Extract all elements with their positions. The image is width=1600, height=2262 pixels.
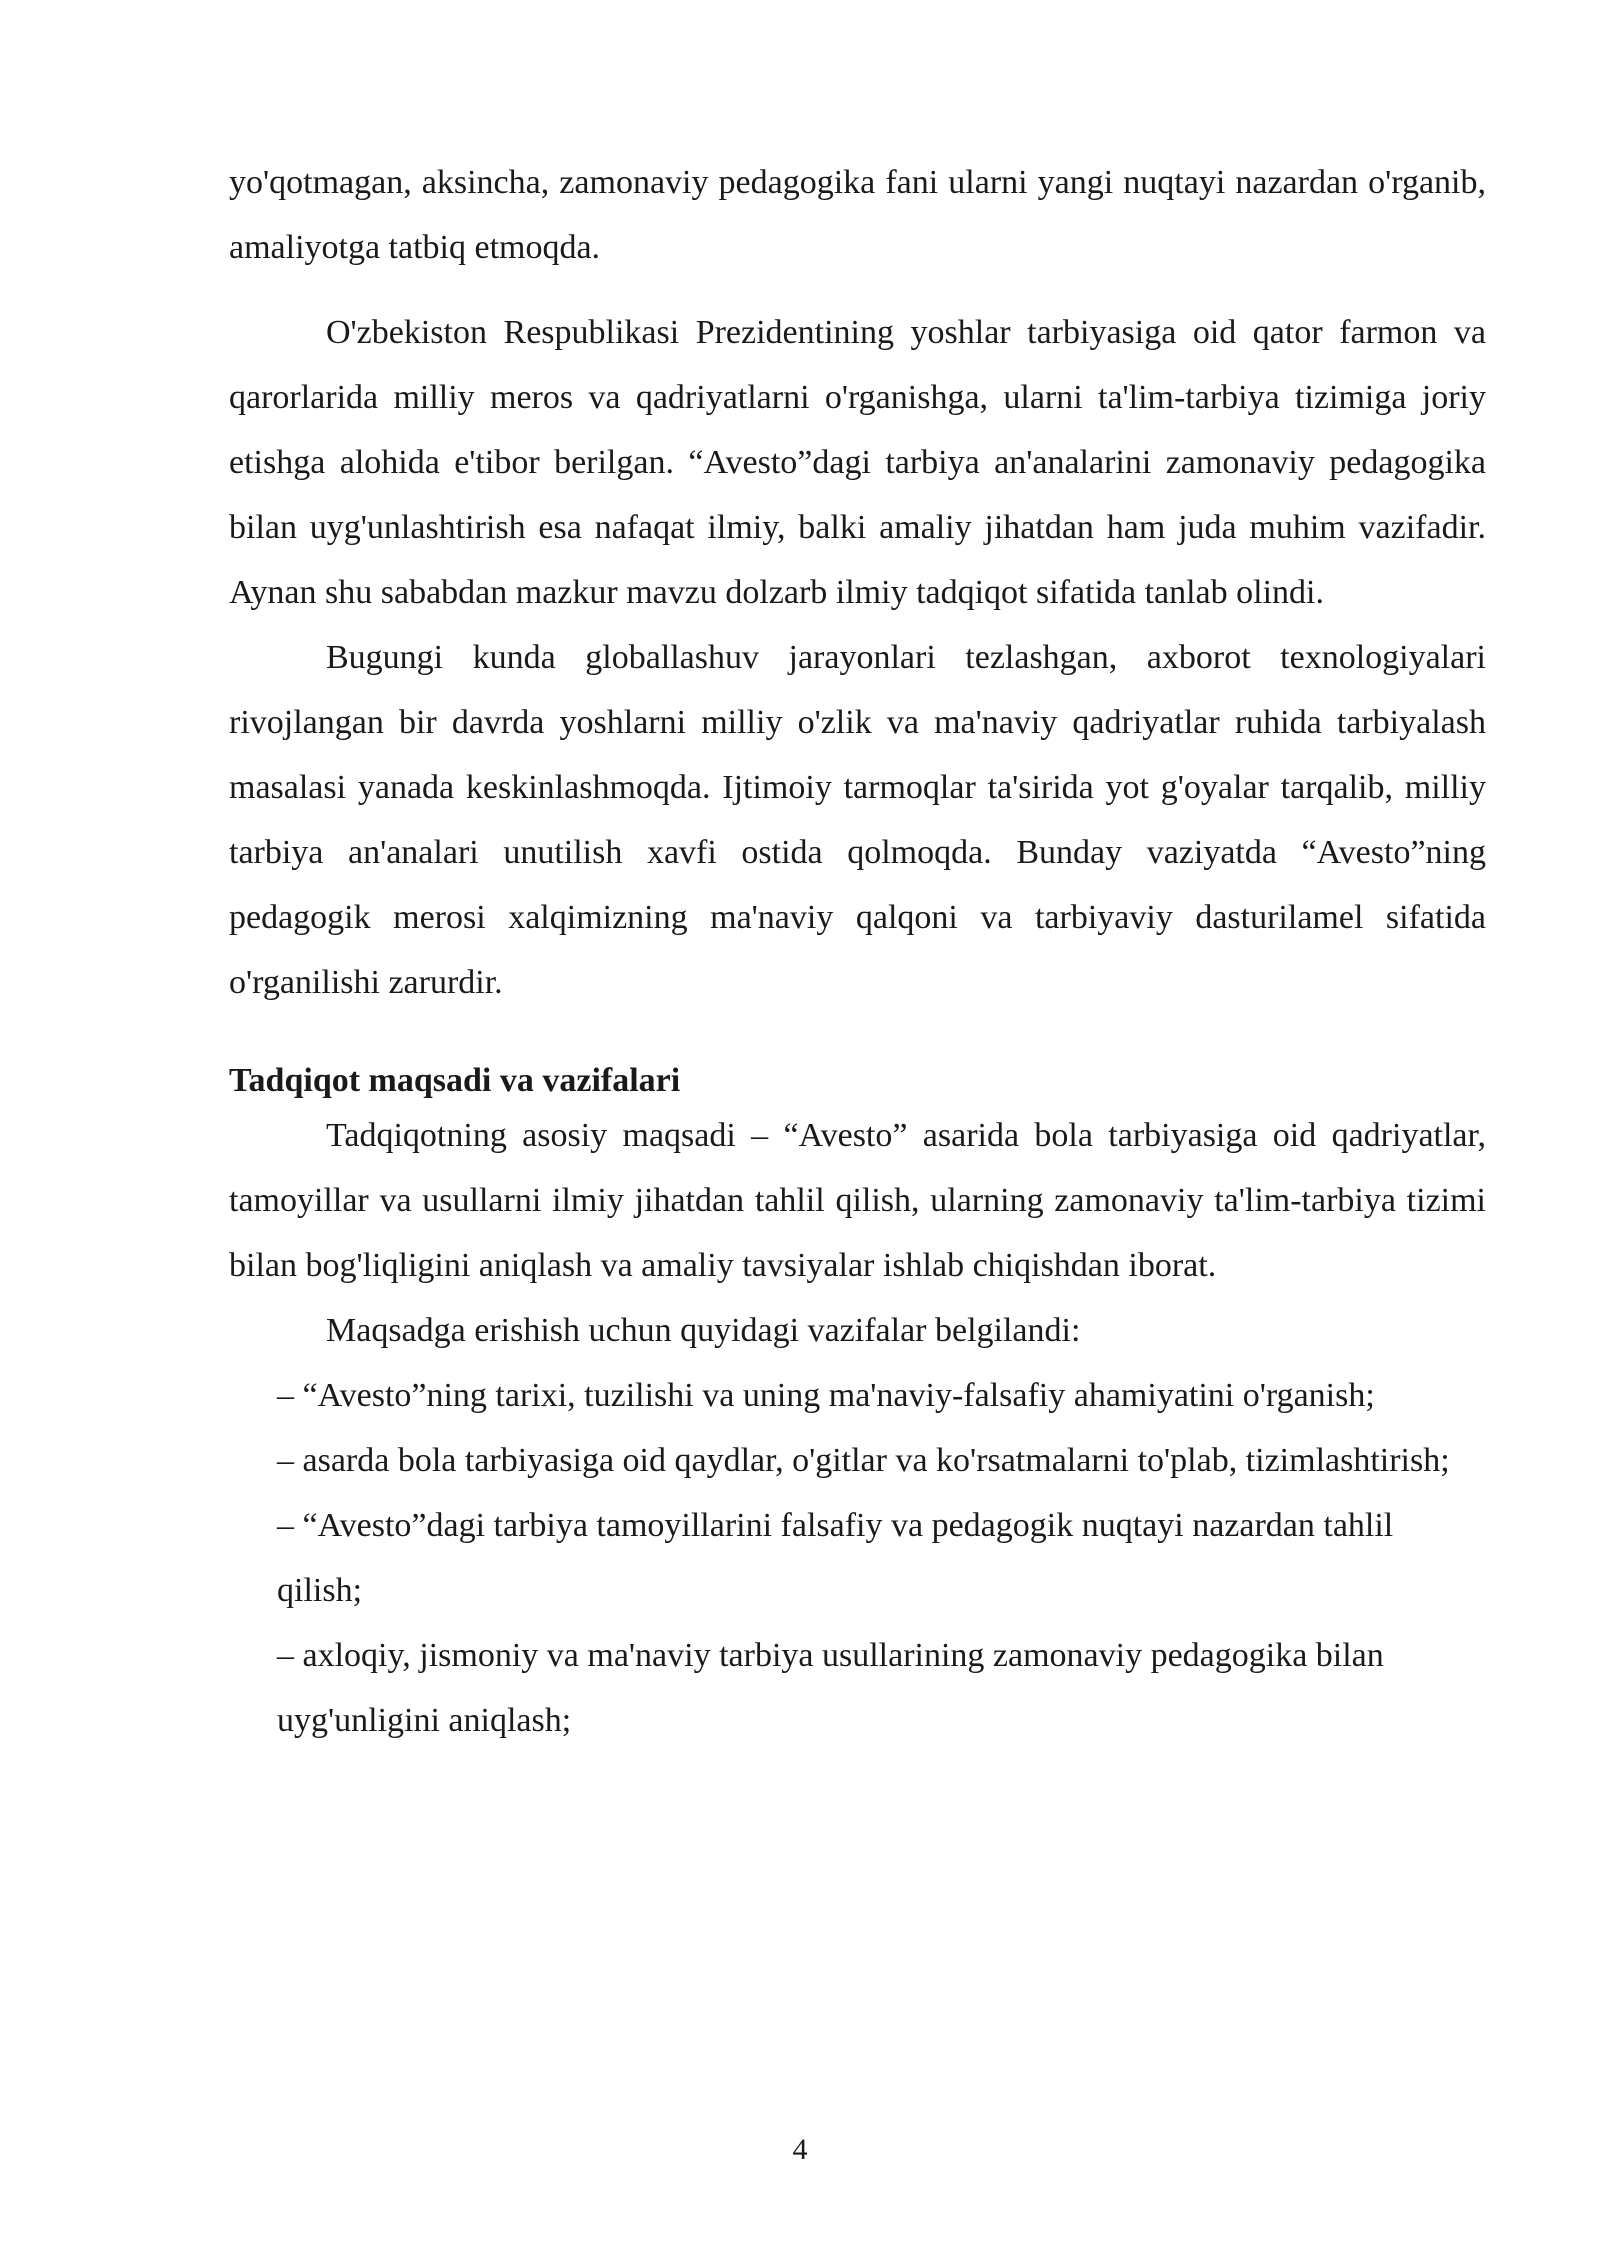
list-item: – “Avesto”ning tarixi, tuzilishi va uning ma'naviy-falsafiy ahamiyatini o'rganish;	[277, 1377, 1375, 1414]
paragraph-research-goal: Tadqiqotning asosiy maqsadi – “Avesto” asarida bola tarbiyasiga oid qadriyatlar, tamoyillar va usullarni ilmiy jihatdan tahlil qilish, ularning zamonaviy ta'lim-tarbiya tizimi bilan bog'liqligini aniqlash va amaliy tavsiyalar ishlab chiqishdan iborat.	[229, 1117, 1486, 1284]
paragraph-continuation: yo'qotmagan, aksincha, zamonaviy pedagogika fani ularni yangi nuqtayi nazardan o'rganib, amaliyotga tatbiq etmoqda.	[229, 164, 1486, 266]
document-page	[229, 150, 1486, 1753]
list-item: – asarda bola tarbiyasiga oid qaydlar, o'gitlar va ko'rsatmalarni to'plab, tizimlashtirish;	[277, 1442, 1450, 1479]
list-item: – axloqiy, jismoniy va ma'naviy tarbiya usullarining zamonaviy pedagogika bilan uyg'unligini aniqlash;	[277, 1637, 1384, 1739]
page-number: 4	[792, 2133, 808, 2166]
paragraph-presidential-decrees: O'zbekiston Respublikasi Prezidentining yoshlar tarbiyasiga oid qator farmon va qarorlarida milliy meros va qadriyatlarni o'rganishga, ularni ta'lim-tarbiya tizimiga joriy etishga alohida e'tibor berilgan. “Avesto”dagi tarbiya an'analarini zamonaviy pedagogika bilan uyg'unlashtirish esa nafaqat ilmiy, balki amaliy jihatdan ham juda muhim vazifadir. Aynan shu sababdan mazkur mavzu dolzarb ilmiy tadqiqot sifatida tanlab olindi.	[229, 314, 1486, 611]
paragraph-tasks-intro: Maqsadga erishish uchun quyidagi vazifalar belgilandi:	[326, 1312, 1081, 1349]
tasks-list	[229, 1363, 1486, 1753]
paragraph-globalization: Bugungi kunda globallashuv jarayonlari tezlashgan, axborot texnologiyalari rivojlangan bir davrda yoshlarni milliy o'zlik va ma'naviy qadriyatlar ruhida tarbiyalash masalasi yanada keskinlashmoqda. Ijtimoiy tarmoqlar ta'sirida yot g'oyalar tarqalib, milliy tarbiya an'analari unutilish xavfi ostida qolmoqda. Bunday vaziyatda “Avesto”ning pedagogik merosi xalqimizning ma'naviy qalqoni va tarbiyaviy dasturilamel sifatida o'rganilishi zarurdir.	[229, 639, 1486, 1001]
list-item: – “Avesto”dagi tarbiya tamoyillarini falsafiy va pedagogik nuqtayi nazardan tahlil qilish;	[277, 1507, 1394, 1609]
section-heading: Tadqiqot maqsadi va vazifalari	[229, 1062, 681, 1099]
